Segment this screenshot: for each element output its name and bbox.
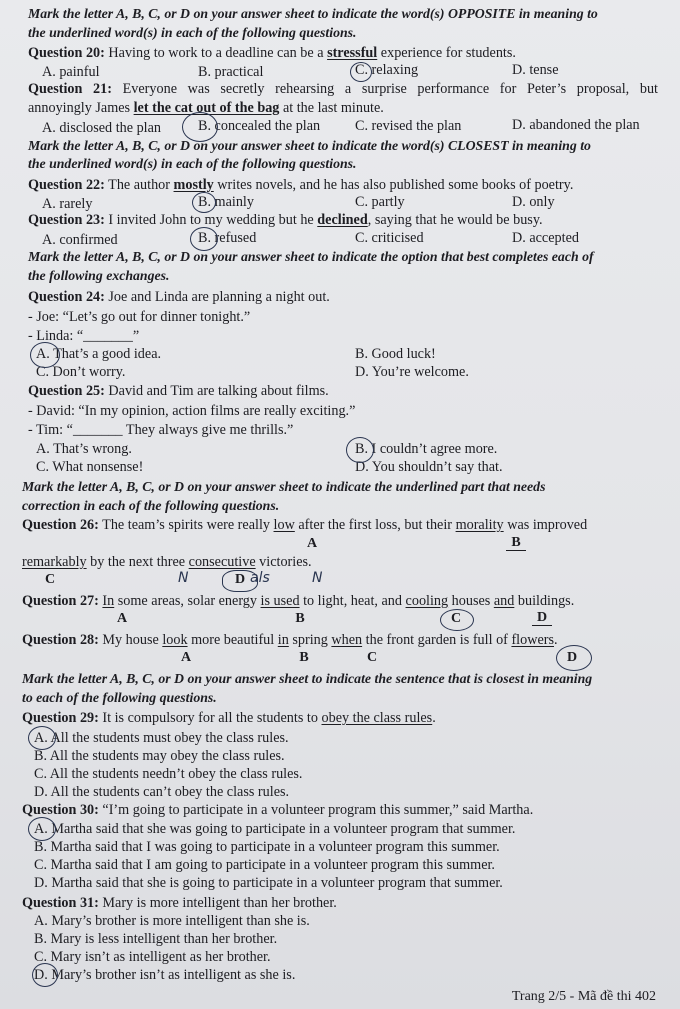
underlined-part-b: is used xyxy=(260,593,300,609)
instruction-sentence-line1: Mark the letter A, B, C, or D on your answer sheet to indicate the sentence that is closest in meaning xyxy=(22,671,593,686)
q30-option-b: B. Martha said that I was going to participate in a volunteer program this summer. xyxy=(34,839,500,855)
q27-mark-d: D xyxy=(532,611,552,626)
underlined-word: declined xyxy=(317,212,368,228)
q29-option-b: B. All the students may obey the class rules. xyxy=(34,748,285,764)
instruction-closest-line1: Mark the letter A, B, C, or D on your answer sheet to indicate the word(s) CLOSEST in meaning to xyxy=(28,138,591,153)
q22-option-b: B. mainly xyxy=(198,194,254,210)
question-24: Question 24: Joe and Linda are planning a night out. xyxy=(28,289,330,305)
page-footer: Trang 2/5 - Mã đề thi 402 xyxy=(511,989,656,1004)
question-27: Question 27: In some areas, solar energy is used to light, heat, and cooling houses and buildings. xyxy=(22,593,575,609)
underlined-part-c: when xyxy=(331,632,363,648)
q23-option-a: A. confirmed xyxy=(42,232,118,248)
ink-circle-mark xyxy=(28,726,56,750)
q23-option-c: C. criticised xyxy=(355,230,424,246)
handwritten-note: N xyxy=(312,570,323,586)
q29-option-a: A. All the students must obey the class rules. xyxy=(34,730,289,746)
q28-mark-d: D xyxy=(566,650,578,665)
ink-circle-mark xyxy=(222,570,258,592)
q25-david-line: - David: “In my opinion, action films are really exciting.” xyxy=(28,403,356,419)
underlined-part-b: in xyxy=(277,632,289,648)
q26-mark-b: B xyxy=(506,536,526,551)
q25-option-d: D. You shouldn’t say that. xyxy=(355,459,503,475)
q24-linda-line: - Linda: “_______” xyxy=(28,328,140,344)
instruction-opposite-line1: Mark the letter A, B, C, or D on your answer sheet to indicate the word(s) OPPOSITE in meaning to xyxy=(28,6,598,21)
q24-option-c: C. Don’t worry. xyxy=(36,364,126,380)
ink-circle-mark xyxy=(346,437,374,463)
instruction-sentence-line2: to each of the following questions. xyxy=(22,690,217,705)
underlined-part-d: consecutive xyxy=(188,554,256,570)
ink-circle-mark xyxy=(556,645,592,671)
instruction-closest-line2: the underlined word(s) in each of the following questions. xyxy=(28,156,357,171)
q28-mark-c: C xyxy=(366,650,378,665)
q25-tim-line: - Tim: “_______ They always give me thrills.” xyxy=(28,422,294,438)
q31-option-a: A. Mary’s brother is more intelligent than she is. xyxy=(34,913,310,929)
ink-circle-mark xyxy=(28,817,56,841)
q21-option-a: A. disclosed the plan xyxy=(42,120,161,136)
instruction-correction-line2: correction in each of the following questions. xyxy=(22,498,280,513)
q22-option-d: D. only xyxy=(512,194,555,210)
instruction-correction-line1: Mark the letter A, B, C, or D on your answer sheet to indicate the underlined part that needs xyxy=(22,479,546,494)
question-23: Question 23: I invited John to my wedding but he declined, saying that he would be busy. xyxy=(28,212,543,228)
q23-option-d: D. accepted xyxy=(512,230,579,246)
q27-mark-a: A xyxy=(116,611,128,626)
question-31: Question 31: Mary is more intelligent than her brother. xyxy=(22,895,337,911)
underlined-phrase: obey the class rules xyxy=(321,710,433,726)
q23-option-b: B. refused xyxy=(198,230,257,246)
q20-option-d: D. tense xyxy=(512,62,559,78)
q28-mark-a: A xyxy=(180,650,192,665)
q22-option-c: C. partly xyxy=(355,194,405,210)
underlined-word: stressful xyxy=(327,45,378,61)
q30-option-d: D. Martha said that she is going to participate in a volunteer program that summer. xyxy=(34,875,503,891)
question-21-line2: annoyingly James let the cat out of the bag at the last minute. xyxy=(28,100,384,116)
q28-mark-b: B xyxy=(299,650,309,665)
underlined-part-a: look xyxy=(162,632,188,648)
question-22: Question 22: The author mostly writes novels, and he has also published some books of poetry. xyxy=(28,177,574,193)
ink-circle-mark xyxy=(30,342,60,368)
q24-option-d: D. You’re welcome. xyxy=(355,364,469,380)
question-20: Question 20: Having to work to a deadline can be a stressful experience for students. xyxy=(28,45,516,61)
instruction-exchanges-line1: Mark the letter A, B, C, or D on your answer sheet to indicate the option that best completes each of xyxy=(28,249,594,264)
q21-option-d: D. abandoned the plan xyxy=(512,117,640,133)
q26-mark-a: A xyxy=(306,536,318,551)
q24-option-b: B. Good luck! xyxy=(355,346,436,362)
handwritten-note: als xyxy=(250,570,270,586)
q24-joe-line: - Joe: “Let’s go out for dinner tonight.” xyxy=(28,309,251,325)
q29-option-c: C. All the students needn’t obey the class rules. xyxy=(34,766,303,782)
question-29: Question 29: It is compulsory for all the students to obey the class rules. xyxy=(22,710,436,726)
underlined-word: mostly xyxy=(173,177,214,193)
q29-option-d: D. All the students can’t obey the class rules. xyxy=(34,784,290,800)
question-30: Question 30: “I’m going to participate in a volunteer program this summer,” said Martha. xyxy=(22,802,534,818)
q27-mark-c: C xyxy=(450,611,462,626)
question-26-line2: remarkably by the next three consecutive victories. xyxy=(22,554,312,570)
ink-circle-mark xyxy=(32,963,58,987)
underlined-idiom: let the cat out of the bag xyxy=(133,100,280,116)
ink-circle-mark xyxy=(192,192,216,213)
q27-mark-b: B xyxy=(295,611,305,626)
q31-option-b: B. Mary is less intelligent than her brother. xyxy=(34,931,278,947)
q20-option-c: C. relaxing xyxy=(355,62,419,78)
ink-circle-mark xyxy=(350,62,372,82)
handwritten-note: N xyxy=(178,570,189,586)
underlined-part-c: remarkably xyxy=(22,554,87,570)
question-28: Question 28: My house look more beautiful in spring when the front garden is full of flowers. xyxy=(22,632,558,648)
underlined-part-c: cooling xyxy=(405,593,449,609)
question-26-line1: Question 26: The team’s spirits were really low after the first loss, but their morality was improved xyxy=(22,517,588,533)
q21-option-c: C. revised the plan xyxy=(355,118,462,134)
underlined-part-a: In xyxy=(102,593,115,609)
q30-option-a: A. Martha said that she was going to participate in a volunteer program that summer. xyxy=(34,821,516,837)
q26-mark-c: C xyxy=(44,572,56,587)
underlined-part-d: flowers xyxy=(511,632,554,648)
instruction-exchanges-line2: the following exchanges. xyxy=(28,268,170,283)
ink-circle-mark xyxy=(440,609,474,631)
q22-option-a: A. rarely xyxy=(42,196,93,212)
q25-option-a: A. That’s wrong. xyxy=(36,441,132,457)
instruction-opposite-line2: the underlined word(s) in each of the following questions. xyxy=(28,25,357,40)
q25-option-b: B. I couldn’t agree more. xyxy=(355,441,498,457)
q21-option-b: B. concealed the plan xyxy=(198,118,321,134)
q24-option-a: A. That’s a good idea. xyxy=(36,346,162,362)
q31-option-d: D. Mary’s brother isn’t as intelligent as she is. xyxy=(34,967,296,983)
q20-option-b: B. practical xyxy=(198,64,264,80)
q25-option-c: C. What nonsense! xyxy=(36,459,144,475)
question-25: Question 25: David and Tim are talking about films. xyxy=(28,383,329,399)
underlined-part-b: morality xyxy=(455,517,504,533)
q26-mark-d: D xyxy=(234,572,246,587)
question-21-line1: Question 21: Everyone was secretly rehearsing a surprise performance for Peter’s proposal, but xyxy=(28,81,658,97)
underlined-part-a: low xyxy=(273,517,295,533)
q30-option-c: C. Martha said that I am going to participate in a volunteer program this summer. xyxy=(34,857,495,873)
underlined-part-d: and xyxy=(493,593,515,609)
q31-option-c: C. Mary isn’t as intelligent as her brother. xyxy=(34,949,271,965)
q20-option-a: A. painful xyxy=(42,64,100,80)
